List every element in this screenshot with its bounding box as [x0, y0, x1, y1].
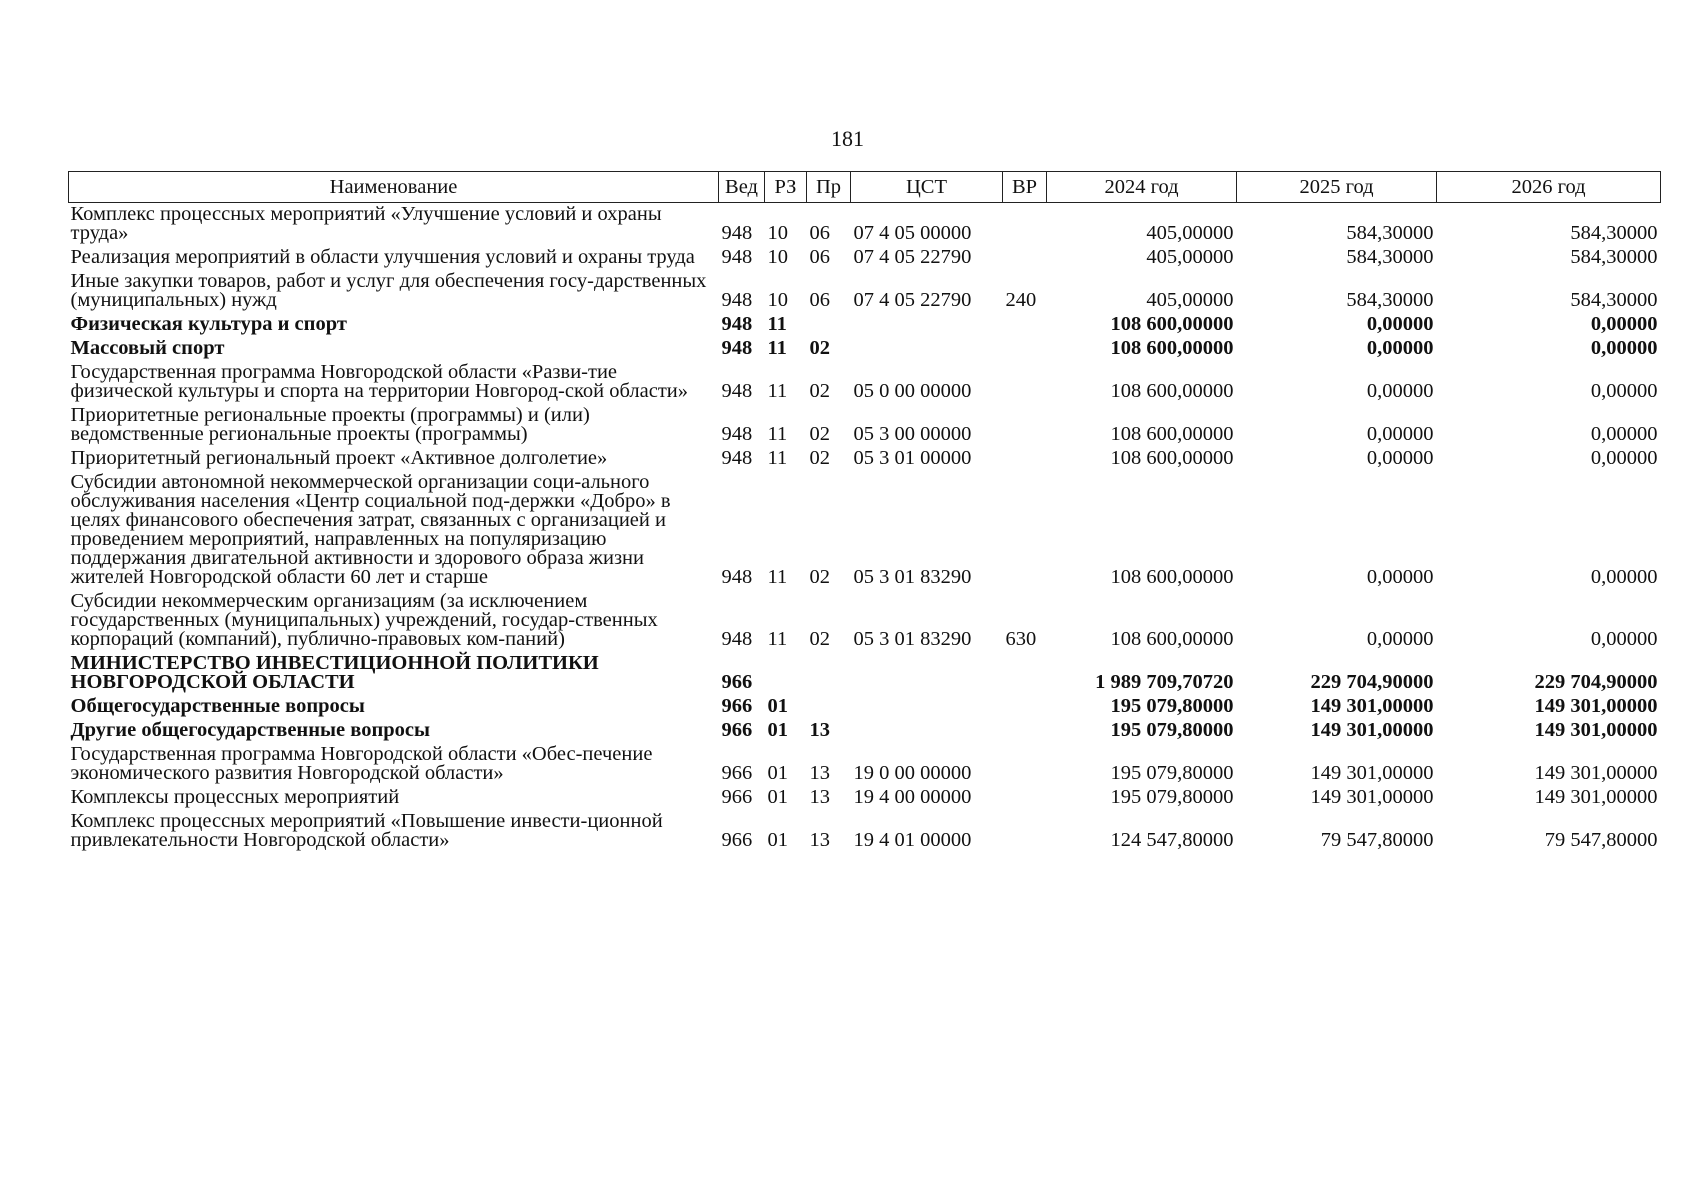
cell-2024: 108 600,00000: [1110, 628, 1234, 650]
cell-vr: [1003, 313, 1047, 337]
cell-cst: [851, 652, 1003, 695]
cell-rz: 01: [767, 695, 788, 717]
table-row: [69, 743, 1661, 786]
cell-2024: 108 600,00000: [1110, 337, 1234, 359]
table-row: [69, 695, 1661, 719]
cell-2025: 149 301,00000: [1310, 719, 1434, 741]
cell-rz: [765, 652, 807, 695]
table-row: [69, 270, 1661, 313]
cell-ved: 966: [721, 786, 753, 808]
cell-2026: 584,30000: [1570, 222, 1658, 244]
cell-ved: 948: [721, 222, 753, 244]
cell-ved: 966: [721, 695, 753, 717]
cell-ved: 948: [721, 628, 753, 650]
cell-vr: [1003, 810, 1047, 853]
header-2024: 2024 год: [1047, 172, 1237, 203]
cell-2024: 1 989 709,70720: [1095, 671, 1234, 693]
cell-2025: 0,00000: [1366, 423, 1434, 445]
cell-pr: 02: [809, 380, 830, 402]
header-ved: Вед: [719, 172, 765, 203]
table-row: [69, 361, 1661, 404]
cell-pr: 06: [809, 246, 830, 268]
cell-cst: 07 4 05 22790: [853, 246, 972, 268]
cell-cst: 07 4 05 00000: [853, 222, 972, 244]
cell-rz: 11: [767, 313, 787, 335]
cell-2025: 0,00000: [1366, 628, 1434, 650]
cell-2026: 79 547,80000: [1544, 829, 1658, 851]
cell-rz: 01: [767, 762, 788, 784]
cell-pr: 02: [809, 628, 830, 650]
cell-rz: 01: [767, 829, 788, 851]
cell-name: МИНИСТЕРСТВО ИНВЕСТИЦИОННОЙ ПОЛИТИКИ НОВГОРОДСКОЙ ОБЛАСТИ: [70, 652, 599, 693]
cell-vr: [1003, 695, 1047, 719]
cell-2026: 0,00000: [1590, 566, 1658, 588]
cell-rz: 11: [767, 447, 788, 469]
cell-rz: 11: [767, 628, 788, 650]
table-row: [69, 404, 1661, 447]
cell-rz: 01: [767, 786, 788, 808]
cell-2026: 0,00000: [1590, 337, 1658, 359]
cell-pr: 13: [809, 829, 830, 851]
cell-ved: 948: [721, 313, 753, 335]
cell-2024: 108 600,00000: [1110, 380, 1234, 402]
cell-ved: 966: [721, 762, 753, 784]
cell-cst: [851, 719, 1003, 743]
cell-vr: [1003, 361, 1047, 404]
cell-ved: 966: [721, 719, 753, 741]
header-cst: ЦСТ: [851, 172, 1003, 203]
cell-rz: 11: [767, 423, 788, 445]
cell-vr: [1003, 447, 1047, 471]
cell-2025: 0,00000: [1366, 447, 1434, 469]
cell-ved: 948: [721, 566, 753, 588]
cell-pr: [807, 313, 851, 337]
cell-vr: [1003, 203, 1047, 247]
cell-2026: 584,30000: [1570, 289, 1658, 311]
cell-rz: 10: [767, 289, 788, 311]
table-row: [69, 203, 1661, 247]
cell-name: Иные закупки товаров, работ и услуг для обеспечения госу-дарственных (муниципальных) нужд: [70, 270, 707, 311]
cell-cst: 05 3 01 00000: [853, 447, 972, 469]
cell-cst: 05 3 01 83290: [853, 566, 972, 588]
cell-2024: 108 600,00000: [1110, 423, 1234, 445]
cell-cst: 19 4 01 00000: [853, 829, 972, 851]
cell-vr: [1003, 743, 1047, 786]
table-row: [69, 447, 1661, 471]
cell-2026: 584,30000: [1570, 246, 1658, 268]
cell-ved: 948: [721, 289, 753, 311]
cell-2026: 0,00000: [1590, 447, 1658, 469]
budget-table: [68, 171, 1661, 853]
cell-2024: 195 079,80000: [1110, 762, 1234, 784]
cell-pr: [807, 652, 851, 695]
cell-vr: [1003, 246, 1047, 270]
cell-pr: 02: [809, 447, 830, 469]
cell-rz: 11: [767, 566, 788, 588]
cell-ved: 948: [721, 246, 753, 268]
cell-2024: 108 600,00000: [1110, 313, 1234, 335]
cell-name: Комплекс процессных мероприятий «Повышение инвести-ционной привлекательности Новгородской области»: [70, 810, 663, 851]
cell-2026: 149 301,00000: [1534, 719, 1658, 741]
cell-2024: 195 079,80000: [1110, 786, 1234, 808]
table-row: [69, 471, 1661, 590]
page-number: 181: [831, 126, 864, 151]
cell-name: Физическая культура и спорт: [70, 313, 347, 335]
cell-rz: 10: [767, 222, 788, 244]
table-row: [69, 337, 1661, 361]
cell-pr: 02: [809, 566, 830, 588]
cell-2025: 584,30000: [1346, 246, 1434, 268]
cell-rz: 11: [767, 380, 788, 402]
cell-vr: [1003, 719, 1047, 743]
header-vr: ВР: [1003, 172, 1047, 203]
table-row: [69, 810, 1661, 853]
cell-ved: 948: [721, 447, 753, 469]
cell-rz: 11: [767, 337, 787, 359]
cell-2025: 229 704,90000: [1310, 671, 1434, 693]
cell-vr: [1003, 471, 1047, 590]
cell-name: Государственная программа Новгородской области «Разви-тие физической культуры и спорта на территории Новгород-ской области»: [70, 361, 689, 402]
cell-name: Субсидии некоммерческим организациям (за исключением государственных (муниципальных) учреждений, государ-ственных корпораций (компаний), публично-правовых ком-паний): [70, 590, 658, 650]
cell-ved: 966: [721, 671, 753, 693]
cell-ved: 948: [721, 423, 753, 445]
cell-2025: 584,30000: [1346, 222, 1434, 244]
cell-2025: 0,00000: [1366, 313, 1434, 335]
table-row: [69, 719, 1661, 743]
cell-name: Государственная программа Новгородской области «Обес-печение экономического развития Новгородской области»: [70, 743, 653, 784]
table-row: [69, 313, 1661, 337]
table-row: [69, 246, 1661, 270]
cell-pr: 13: [809, 762, 830, 784]
cell-pr: 02: [809, 337, 830, 359]
cell-2025: 149 301,00000: [1310, 762, 1434, 784]
cell-pr: 02: [809, 423, 830, 445]
header-pr: Пр: [807, 172, 851, 203]
cell-name: Другие общегосударственные вопросы: [70, 719, 431, 741]
cell-cst: 05 3 00 00000: [853, 423, 972, 445]
cell-2024: 195 079,80000: [1110, 695, 1234, 717]
cell-2025: 149 301,00000: [1310, 695, 1434, 717]
cell-cst: 05 0 00 00000: [853, 380, 972, 402]
table-row: [69, 590, 1661, 652]
cell-pr: 13: [809, 786, 830, 808]
cell-vr: 240: [1005, 289, 1037, 311]
cell-cst: 19 0 00 00000: [853, 762, 972, 784]
cell-vr: [1003, 337, 1047, 361]
cell-2024: 405,00000: [1146, 246, 1234, 268]
header-2026: 2026 год: [1437, 172, 1661, 203]
cell-2025: 79 547,80000: [1320, 829, 1434, 851]
cell-2026: 0,00000: [1590, 313, 1658, 335]
cell-ved: 948: [721, 337, 753, 359]
cell-ved: 966: [721, 829, 753, 851]
cell-2025: 0,00000: [1366, 566, 1434, 588]
cell-cst: 05 3 01 83290: [853, 628, 972, 650]
cell-rz: 01: [767, 719, 788, 741]
cell-2025: 0,00000: [1366, 380, 1434, 402]
cell-2024: 405,00000: [1146, 222, 1234, 244]
cell-vr: [1003, 404, 1047, 447]
cell-pr: 13: [809, 719, 830, 741]
cell-rz: 10: [767, 246, 788, 268]
cell-2025: 0,00000: [1366, 337, 1434, 359]
cell-pr: 06: [809, 289, 830, 311]
cell-name: Реализация мероприятий в области улучшения условий и охраны труда: [70, 246, 695, 268]
cell-2024: 405,00000: [1146, 289, 1234, 311]
cell-name: Общегосударственные вопросы: [70, 695, 365, 717]
cell-ved: 948: [721, 380, 753, 402]
cell-vr: 630: [1005, 628, 1037, 650]
cell-cst: [851, 313, 1003, 337]
cell-cst: [851, 695, 1003, 719]
cell-vr: [1003, 786, 1047, 810]
cell-cst: [851, 337, 1003, 361]
header-2025: 2025 год: [1237, 172, 1437, 203]
table-row: [69, 786, 1661, 810]
cell-name: Комплексы процессных мероприятий: [70, 786, 400, 808]
cell-cst: 19 4 00 00000: [853, 786, 972, 808]
cell-name: Субсидии автономной некоммерческой организации соци-ального обслуживания населения «Центр социальной под-держки «Добро» в целях финансового обеспечения затрат, связанных с организацией и проведением мероприятий, направленных на популяризацию поддержания двигательной активности и здорового образа жизни жителей Новгородской области 60 лет и старше: [70, 471, 671, 588]
cell-2026: 0,00000: [1590, 380, 1658, 402]
cell-name: Приоритетный региональный проект «Активное долголетие»: [70, 447, 608, 469]
table-body: [69, 203, 1661, 854]
cell-2026: 0,00000: [1590, 423, 1658, 445]
cell-vr: [1003, 652, 1047, 695]
cell-name: Комплекс процессных мероприятий «Улучшение условий и охраны труда»: [70, 203, 662, 244]
cell-2025: 149 301,00000: [1310, 786, 1434, 808]
cell-name: Приоритетные региональные проекты (программы) и (или) ведомственные региональные проекты (программы): [70, 404, 590, 445]
cell-2024: 108 600,00000: [1110, 447, 1234, 469]
cell-pr: [807, 695, 851, 719]
cell-2025: 584,30000: [1346, 289, 1434, 311]
cell-2026: 149 301,00000: [1534, 695, 1658, 717]
cell-2026: 229 704,90000: [1534, 671, 1658, 693]
cell-cst: 07 4 05 22790: [853, 289, 972, 311]
cell-2024: 195 079,80000: [1110, 719, 1234, 741]
header-rz: РЗ: [765, 172, 807, 203]
table-row: [69, 652, 1661, 695]
cell-2026: 149 301,00000: [1534, 786, 1658, 808]
cell-2026: 0,00000: [1590, 628, 1658, 650]
cell-pr: 06: [809, 222, 830, 244]
cell-2026: 149 301,00000: [1534, 762, 1658, 784]
cell-2024: 108 600,00000: [1110, 566, 1234, 588]
cell-name: Массовый спорт: [70, 337, 225, 359]
table-header-row: [69, 172, 1661, 203]
cell-2024: 124 547,80000: [1110, 829, 1234, 851]
header-name: Наименование: [69, 172, 719, 203]
